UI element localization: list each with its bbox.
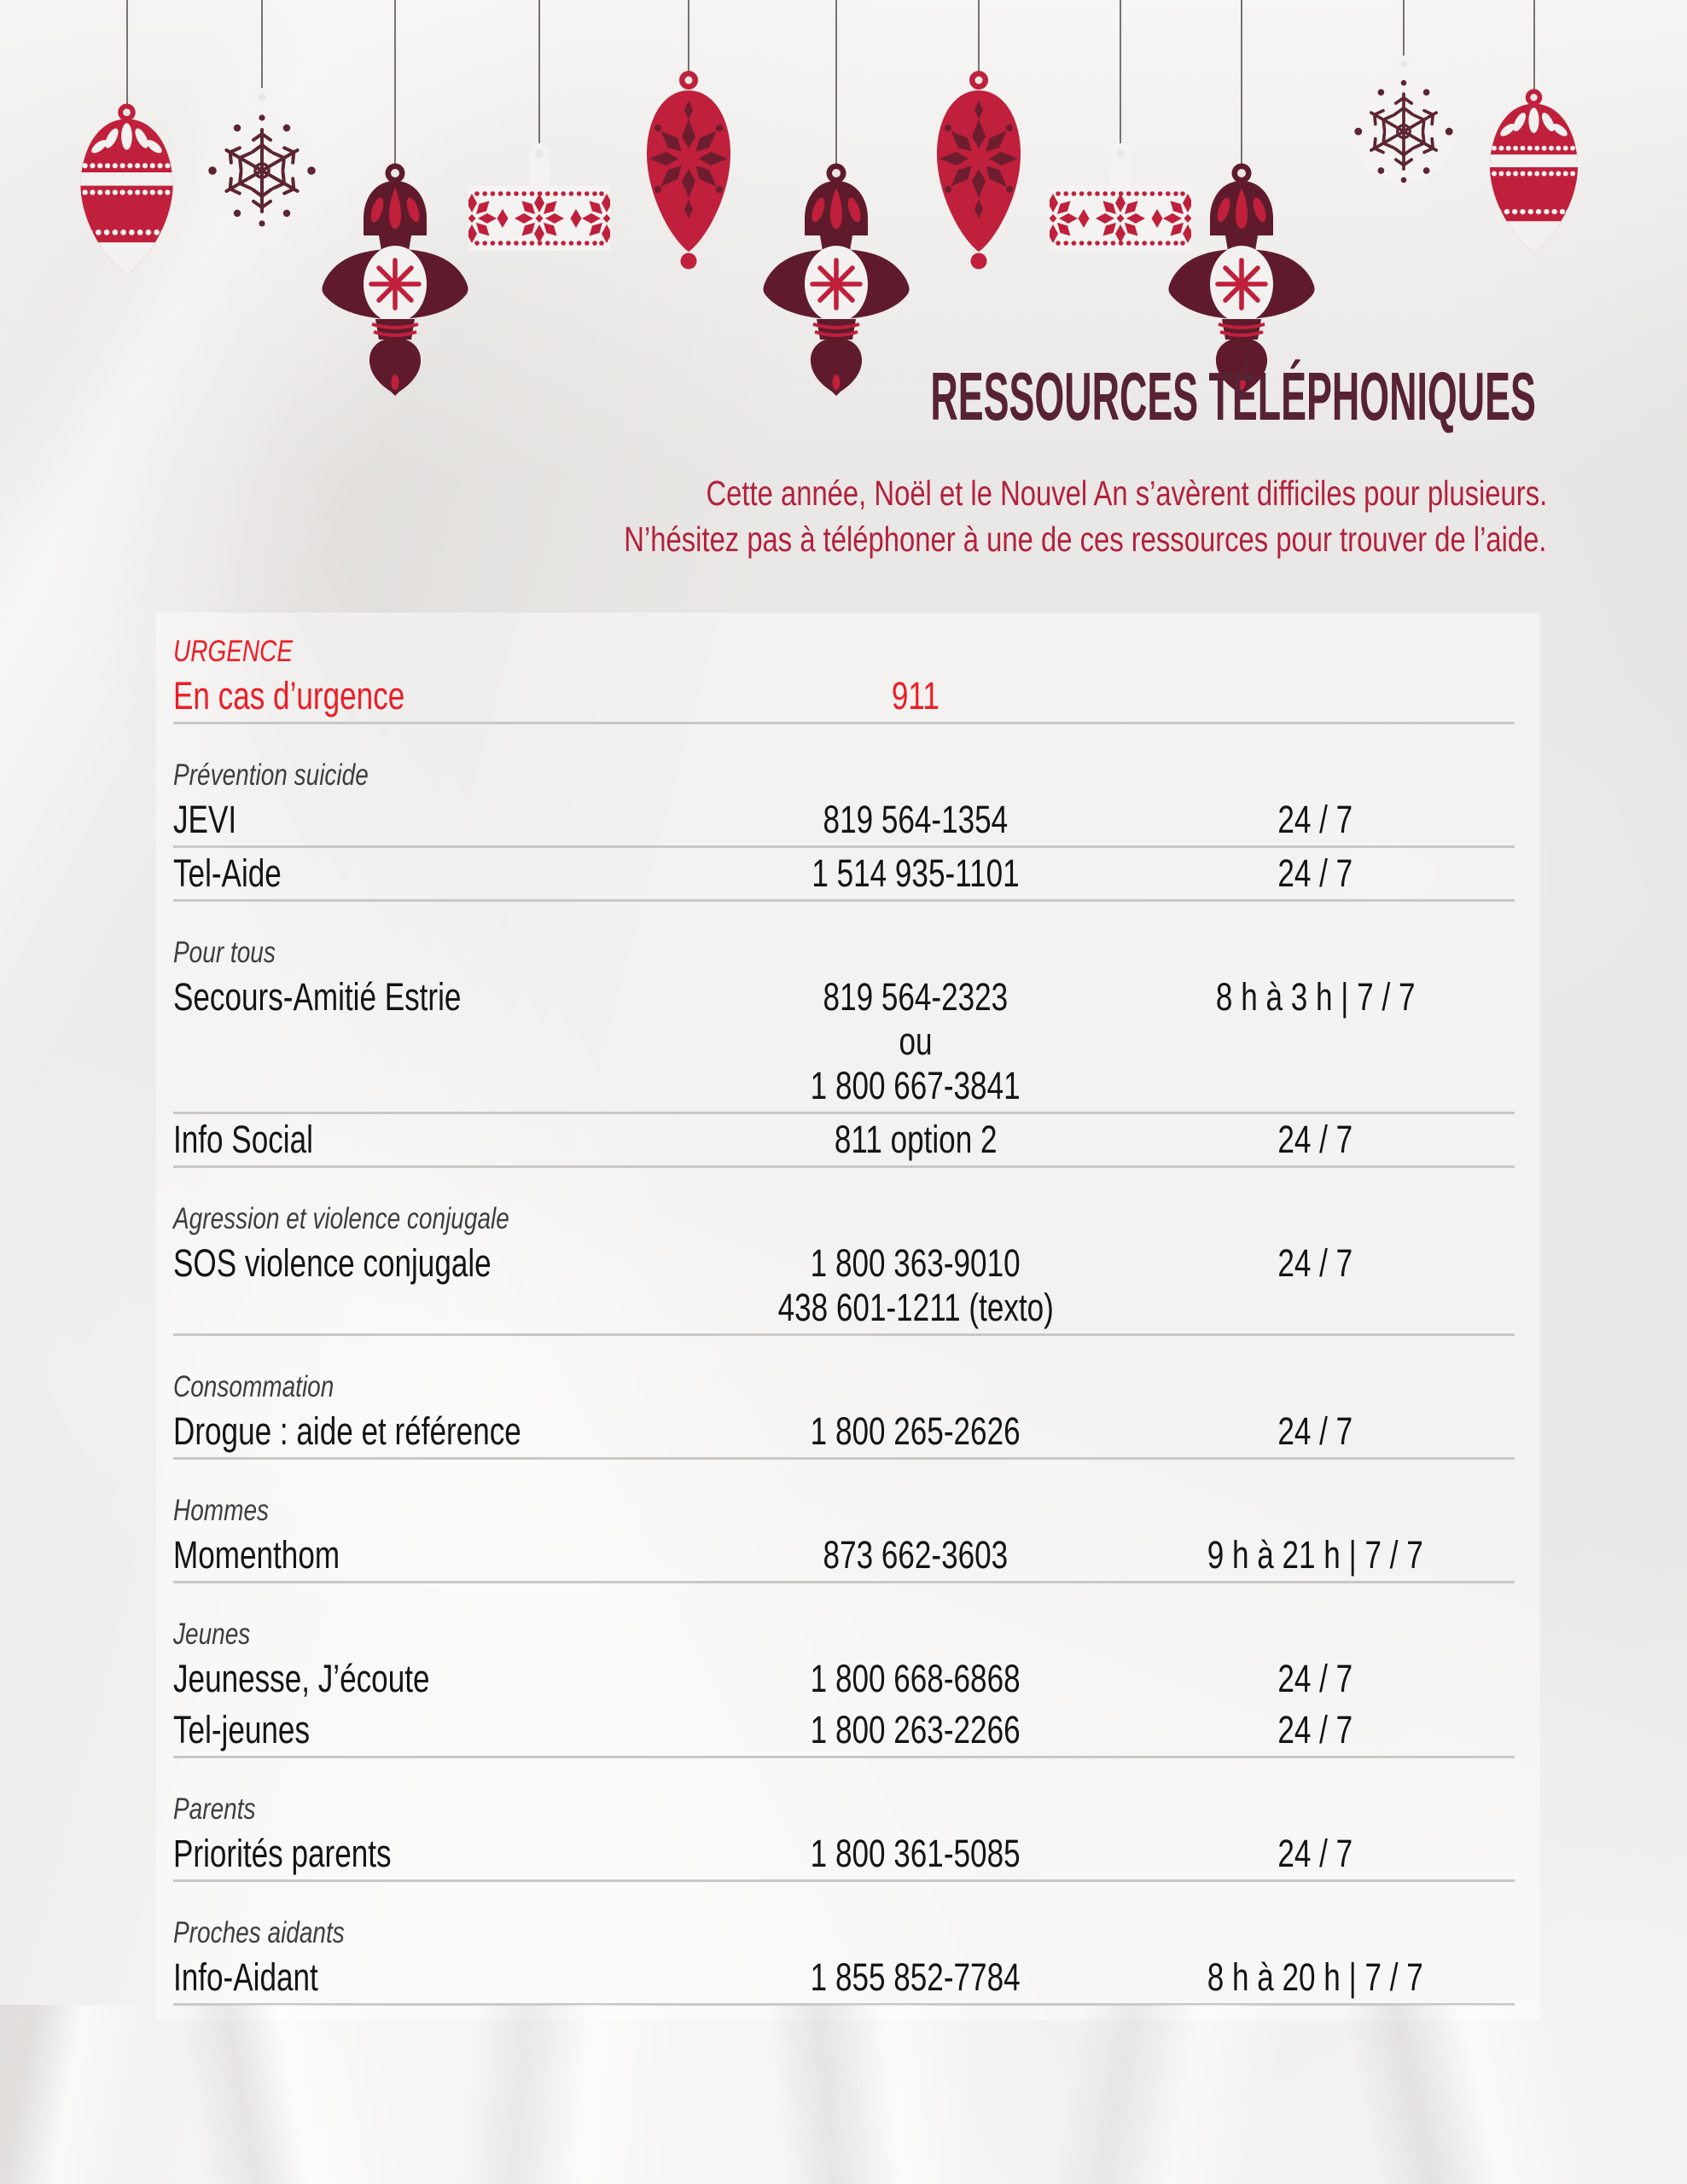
section-header: Proches aidants [173, 1916, 345, 1949]
resource-name: Info Social [173, 1118, 313, 1161]
ornament-string [394, 0, 396, 166]
resource-name: Info-Aidant [173, 1955, 318, 1999]
resource-row [173, 1238, 1515, 1336]
section-proches-aidants [173, 1916, 1515, 2006]
intro-text [393, 470, 1547, 562]
resource-row [173, 1828, 1515, 1882]
resource-phone: 811 option 2 [834, 1118, 998, 1161]
resource-phone: 1 800 361-5085 [811, 1832, 1021, 1875]
resource-name: En cas d’urgence [173, 674, 405, 717]
section-consommation [173, 1370, 1515, 1460]
resource-name: Secours-Amitié Estrie [173, 975, 462, 1019]
resource-row [173, 972, 1515, 1114]
resource-availability: 24 / 7 [1277, 851, 1353, 895]
resource-availability: 9 h à 21 h | 7 / 7 [1207, 1533, 1424, 1577]
resource-availability [1116, 674, 1515, 718]
resource-phone: 873 662-3603 [823, 1533, 1009, 1577]
section-header: Hommes [173, 1494, 270, 1527]
resource-name: Jeunesse, J’écoute [173, 1657, 430, 1700]
section-jeunes [173, 1618, 1515, 1758]
dark-finial-ornament [762, 162, 911, 401]
snowflake-ornament [189, 85, 334, 247]
section-header: Agression et violence conjugale [173, 1202, 509, 1235]
resource-availability: 24 / 7 [1277, 1832, 1353, 1875]
resource-name: Tel-Aide [173, 851, 282, 895]
section-header: Prévention suicide [173, 758, 369, 792]
resource-phone: 1 514 935-1101 [812, 851, 1020, 895]
section-hommes [173, 1494, 1515, 1583]
resource-availability: 8 h à 20 h | 7 / 7 [1207, 1955, 1424, 1999]
resource-availability: 24 / 7 [1277, 1708, 1353, 1751]
ornament-string [126, 0, 128, 106]
resource-phone: 1 800 265-2626 [811, 1409, 1021, 1453]
resource-availability: 24 / 7 [1277, 1657, 1353, 1700]
section-urgence [173, 635, 1515, 724]
ornament-string [1533, 0, 1535, 93]
section-header: Pour tous [173, 936, 276, 969]
nordic-band-ornament [467, 143, 612, 254]
section-agression-et-violence-conjugale [173, 1202, 1515, 1336]
resource-name: JEVI [173, 798, 237, 841]
resource-name: Momenthom [173, 1533, 340, 1577]
red-ball-ornament [1475, 88, 1592, 258]
resource-phone: 819 564-2323 ou 1 800 667-3841 [811, 975, 1021, 1107]
resource-phone: 819 564-1354 [823, 798, 1009, 841]
resource-name: SOS violence conjugale [173, 1241, 492, 1285]
ornament-string [261, 0, 263, 99]
resource-phone: 1 800 263-2266 [811, 1708, 1021, 1751]
ornament-string [835, 0, 837, 166]
section-header: Jeunes [173, 1618, 251, 1651]
crumpled-paper-texture [0, 2005, 1687, 2184]
page-title: RESSOURCES TÉLÉPHONIQUES [930, 358, 1536, 434]
intro-line-1: Cette année, Noël et le Nouvel An s’avèrent difficiles pour plusieurs. [706, 473, 1547, 513]
resource-availability: 24 / 7 [1277, 1118, 1353, 1161]
resource-availability: 8 h à 3 h | 7 / 7 [1215, 975, 1416, 1019]
section-header: Parents [173, 1792, 256, 1826]
resource-name: Priorités parents [173, 1832, 392, 1875]
ornament-string [1241, 0, 1242, 166]
section-header: URGENCE [173, 635, 294, 668]
section-parents [173, 1792, 1515, 1882]
resource-availability: 24 / 7 [1277, 1241, 1353, 1285]
resource-row [173, 1653, 1515, 1705]
section-pr-vention-suicide [173, 758, 1515, 902]
resource-availability: 24 / 7 [1277, 798, 1353, 841]
resource-row [173, 848, 1515, 902]
ornament-string [538, 0, 540, 155]
section-pour-tous [173, 936, 1515, 1168]
resource-row [173, 1952, 1515, 2006]
resource-row [173, 671, 1515, 724]
red-ball-ornament [68, 102, 185, 282]
resource-phone: 1 800 668-6868 [811, 1657, 1021, 1700]
resource-phone: 1 800 363-9010 438 601-1211 (texto) [777, 1241, 1054, 1329]
resource-name: Drogue : aide et référence [173, 1409, 521, 1453]
red-teardrop-ornament [629, 70, 748, 270]
red-teardrop-ornament [919, 70, 1038, 270]
resource-row [173, 1114, 1515, 1168]
snowflake-ornament [1337, 53, 1470, 202]
resource-row [173, 794, 1515, 848]
resource-phone: 1 855 852-7784 [811, 1955, 1021, 1999]
section-header: Consommation [173, 1370, 334, 1403]
resource-availability: 24 / 7 [1277, 1409, 1353, 1453]
resource-phone: 911 [892, 674, 939, 717]
resource-table [156, 613, 1540, 2020]
ornament-string [1120, 0, 1121, 155]
resource-row [173, 1406, 1515, 1460]
resource-row [173, 1705, 1515, 1758]
resource-row [173, 1530, 1515, 1583]
intro-line-2: N’hésitez pas à téléphoner à une de ces ressources pour trouver de l’aide. [624, 520, 1547, 559]
resource-name: Tel-jeunes [173, 1708, 310, 1751]
dark-finial-ornament [321, 162, 470, 401]
